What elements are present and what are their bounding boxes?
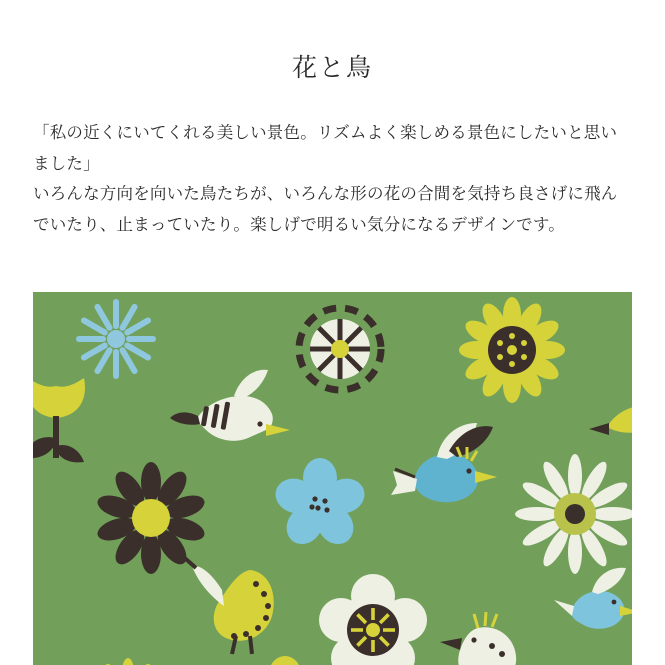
yellow-tulip-icon — [33, 378, 85, 462]
paragraph-quote: 「私の近くにいてくれる美しい景色。リズムよく楽しめる景色にしたいと思いました」 — [33, 123, 618, 173]
partial-yellow-bud-icon — [101, 658, 155, 665]
blue-five-petal-flower-icon — [271, 458, 369, 551]
white-flying-bird-icon — [170, 370, 290, 441]
blue-starburst-flower-icon — [76, 299, 156, 379]
yellow-long-neck-bird-icon — [178, 552, 274, 654]
paragraph-description: いろんな方向を向いた鳥たちが、いろんな形の花の合間を気持ち良さげに飛んでいたり、止まっていたり。楽しげで明るい気分になるデザインです。 — [33, 184, 618, 234]
dark-petal-flower-icon — [95, 462, 208, 574]
cream-dark-center-flower-icon — [319, 574, 427, 665]
blue-small-bird-icon — [554, 568, 632, 629]
blue-white-flying-bird-icon — [391, 423, 497, 502]
yellow-dark-center-daisy-icon — [459, 297, 565, 403]
white-daisy-olive-center-icon — [515, 454, 632, 574]
partial-yellow-petal-icon — [269, 656, 301, 665]
description-text — [0, 84, 665, 240]
spoked-wheel-flower-icon — [299, 308, 381, 390]
page-title: 花と鳥 — [291, 53, 373, 82]
pattern-illustration — [33, 292, 632, 665]
yellow-bird-right-edge-icon — [589, 383, 632, 435]
white-standing-bird-icon — [440, 612, 516, 665]
pattern-artwork — [33, 292, 632, 665]
